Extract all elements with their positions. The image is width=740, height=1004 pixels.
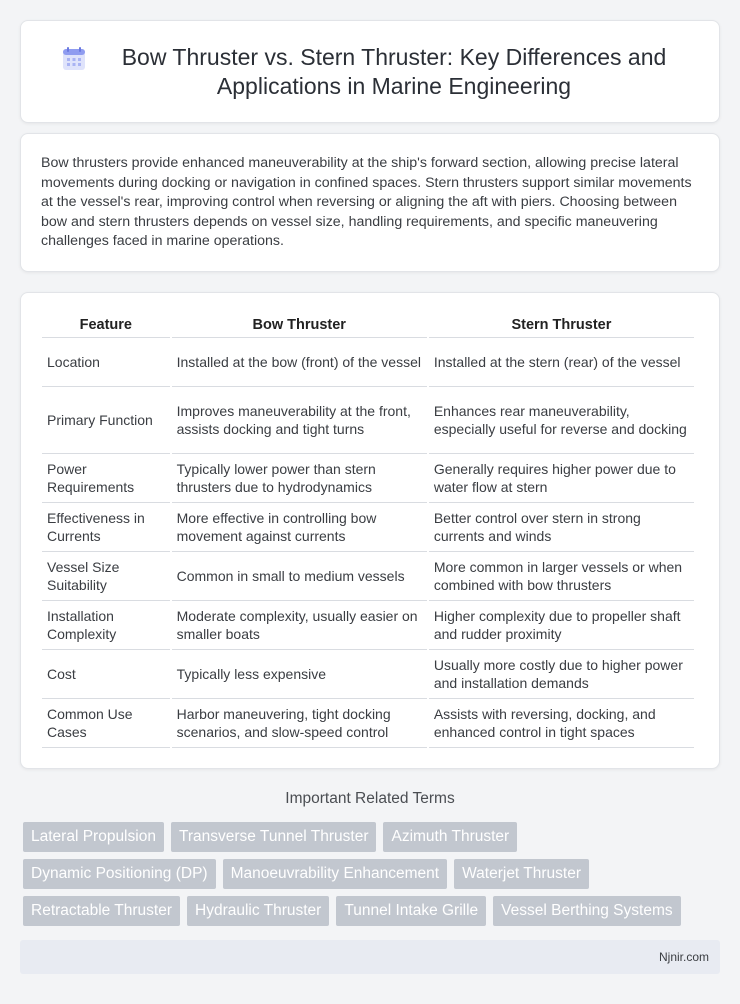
stern-cell: Enhances rear maneuverability, especially useful for reverse and docking [429, 387, 694, 454]
bow-cell: Typically less expensive [172, 650, 427, 699]
calendar-icon [61, 46, 87, 72]
related-term-tag[interactable]: Lateral Propulsion [23, 822, 164, 852]
related-terms-heading: Important Related Terms [285, 790, 455, 807]
related-term-tag[interactable]: Vessel Berthing Systems [493, 896, 680, 926]
bow-cell: Installed at the bow (front) of the vessel [172, 338, 427, 387]
table-row [42, 601, 694, 650]
related-term-tag[interactable]: Waterjet Thruster [454, 859, 589, 889]
table-row [42, 503, 694, 552]
stern-cell: Better control over stern in strong currents and winds [429, 503, 694, 552]
intro-card [20, 133, 720, 272]
stern-cell: Generally requires higher power due to water flow at stern [429, 454, 694, 503]
table-row [42, 387, 694, 454]
header-bow-thruster: Bow Thruster [172, 315, 427, 338]
related-term-tag[interactable]: Hydraulic Thruster [187, 896, 329, 926]
feature-cell: Effectiveness in Currents [42, 503, 170, 552]
comparison-table [40, 315, 696, 748]
feature-cell: Installation Complexity [42, 601, 170, 650]
bow-cell: Common in small to medium vessels [172, 552, 427, 601]
title-wrap [21, 43, 719, 101]
bow-cell: More effective in controlling bow movement against currents [172, 503, 427, 552]
bow-cell: Moderate complexity, usually easier on smaller boats [172, 601, 427, 650]
table-row [42, 552, 694, 601]
footer [20, 940, 720, 974]
page-title: Bow Thruster vs. Stern Thruster: Key Differences and Applications in Marine Engineering [121, 43, 667, 99]
stern-cell: Higher complexity due to propeller shaft and rudder proximity [429, 601, 694, 650]
table-row [42, 699, 694, 748]
feature-cell: Vessel Size Suitability [42, 552, 170, 601]
stern-cell: Assists with reversing, docking, and enhanced control in tight spaces [429, 699, 694, 748]
title-card [20, 20, 720, 123]
comparison-table-card [20, 292, 720, 769]
related-term-tag[interactable]: Tunnel Intake Grille [336, 896, 486, 926]
table-row [42, 650, 694, 699]
intro-text: Bow thrusters provide enhanced maneuverability at the ship's forward section, allowing precise lateral movements during docking or navigation in confined spaces. Stern thrusters support similar movements at the vessel's rear, improving control when reversing or aligning the aft with piers. Choosing between bow and stern thrusters depends on vessel size, handling requirements, and specific maneuvering challenges faced in marine operations. [41, 155, 692, 250]
table-row [42, 338, 694, 387]
bow-cell: Improves maneuverability at the front, assists docking and tight turns [172, 387, 427, 454]
table-row [42, 454, 694, 503]
feature-cell: Common Use Cases [42, 699, 170, 748]
header-feature: Feature [42, 315, 170, 338]
related-term-tag[interactable]: Transverse Tunnel Thruster [171, 822, 377, 852]
related-term-tag[interactable]: Azimuth Thruster [383, 822, 517, 852]
feature-cell: Location [42, 338, 170, 387]
header-stern-thruster: Stern Thruster [429, 315, 694, 338]
related-term-tag[interactable]: Manoeuvrability Enhancement [223, 859, 448, 889]
bow-cell: Harbor maneuvering, tight docking scenarios, and slow-speed control [172, 699, 427, 748]
footer-site-link[interactable]: Njnir.com [658, 950, 709, 964]
stern-cell: Usually more costly due to higher power and installation demands [429, 650, 694, 699]
bow-cell: Typically lower power than stern thrusters due to hydrodynamics [172, 454, 427, 503]
table-header-row [42, 315, 694, 338]
related-terms-list [23, 822, 723, 933]
stern-cell: More common in larger vessels or when combined with bow thrusters [429, 552, 694, 601]
feature-cell: Primary Function [42, 387, 170, 454]
feature-cell: Power Requirements [42, 454, 170, 503]
related-term-tag[interactable]: Dynamic Positioning (DP) [23, 859, 216, 889]
related-term-tag[interactable]: Retractable Thruster [23, 896, 180, 926]
feature-cell: Cost [42, 650, 170, 699]
stern-cell: Installed at the stern (rear) of the vessel [429, 338, 694, 387]
